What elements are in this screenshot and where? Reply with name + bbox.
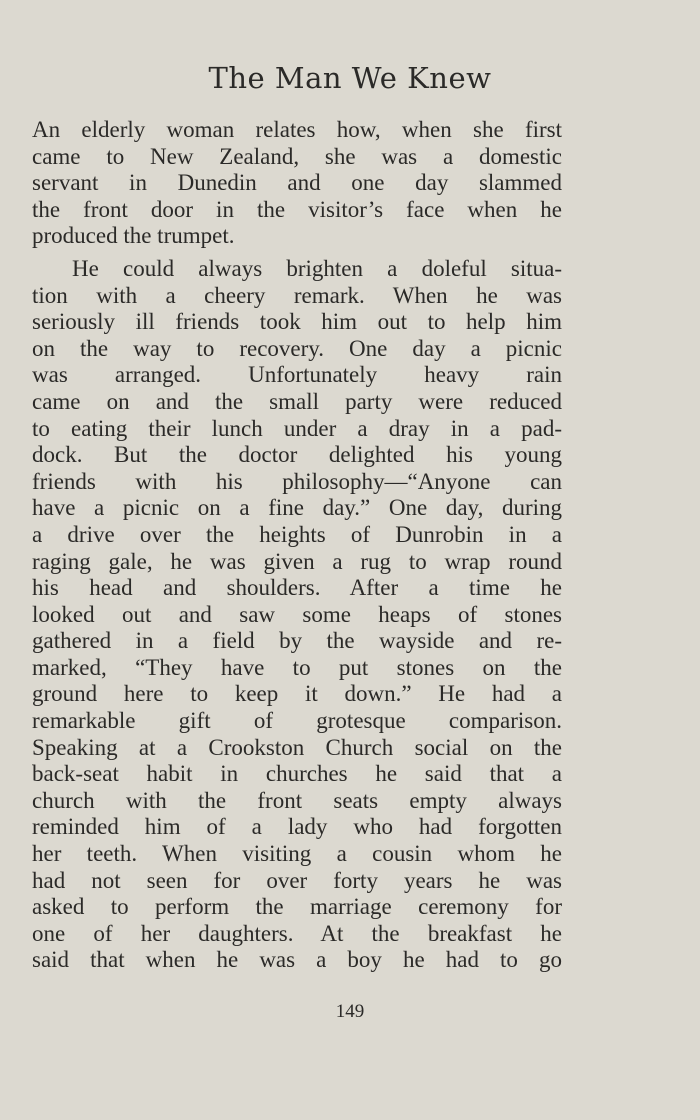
text-line: dock. But the doctor delighted his young bbox=[32, 442, 562, 468]
text-line: Speaking at a Crookston Church social on the bbox=[32, 734, 562, 760]
text-line: had not seen for over forty years he was bbox=[32, 867, 562, 893]
text-line: church with the front seats empty always bbox=[32, 787, 562, 813]
text-line: her teeth. When visiting a cousin whom he bbox=[32, 841, 562, 867]
text-line: produced the trumpet. bbox=[32, 223, 235, 249]
text-line: a drive over the heights of Dunrobin in a bbox=[32, 521, 562, 547]
text-line: tion with a cheery remark. When he was bbox=[32, 282, 562, 308]
text-line: servant in Dunedin and one day slammed bbox=[32, 170, 562, 196]
text-line: asked to perform the marriage ceremony for bbox=[32, 894, 562, 920]
paragraph-1 bbox=[32, 117, 562, 250]
paragraph-2 bbox=[32, 256, 562, 974]
text-line: friends with his philosophy—“Anyone can bbox=[32, 468, 562, 494]
text-line: was arranged. Unfortunately heavy rain bbox=[32, 362, 562, 388]
text-line: to eating their lunch under a dray in a pad- bbox=[32, 415, 562, 441]
text-line: the front door in the visitor’s face when he bbox=[32, 196, 562, 222]
text-line: remarkable gift of grotesque comparison. bbox=[32, 708, 562, 734]
text-line: came to New Zealand, she was a domestic bbox=[32, 143, 562, 169]
text-line: raging gale, he was given a rug to wrap round bbox=[32, 548, 562, 574]
text-line: gathered in a field by the wayside and re- bbox=[32, 628, 562, 654]
text-line: seriously ill friends took him out to help him bbox=[32, 309, 562, 335]
text-line: marked, “They have to put stones on the bbox=[32, 654, 562, 680]
text-line: on the way to recovery. One day a picnic bbox=[32, 335, 562, 361]
text-line: reminded him of a lady who had forgotten bbox=[32, 814, 562, 840]
text-line: his head and shoulders. After a time he bbox=[32, 575, 562, 601]
text-line: looked out and saw some heaps of stones bbox=[32, 601, 562, 627]
page-number: 149 bbox=[335, 1001, 365, 1022]
text-line: have a picnic on a fine day.” One day, during bbox=[32, 495, 562, 521]
text-line: An elderly woman relates how, when she first bbox=[32, 117, 562, 142]
text-line: ground here to keep it down.” He had a bbox=[32, 681, 562, 707]
body-text bbox=[32, 117, 562, 974]
text-line: came on and the small party were reduced bbox=[32, 388, 562, 414]
running-header: The Man We Knew bbox=[208, 61, 492, 95]
text-line: back-seat habit in churches he said that a bbox=[32, 761, 562, 787]
text-line: He could always brighten a doleful situa- bbox=[72, 255, 562, 281]
text-line: one of her daughters. At the breakfast he bbox=[32, 920, 562, 946]
text-line: said that when he was a boy he had to go bbox=[32, 947, 562, 973]
